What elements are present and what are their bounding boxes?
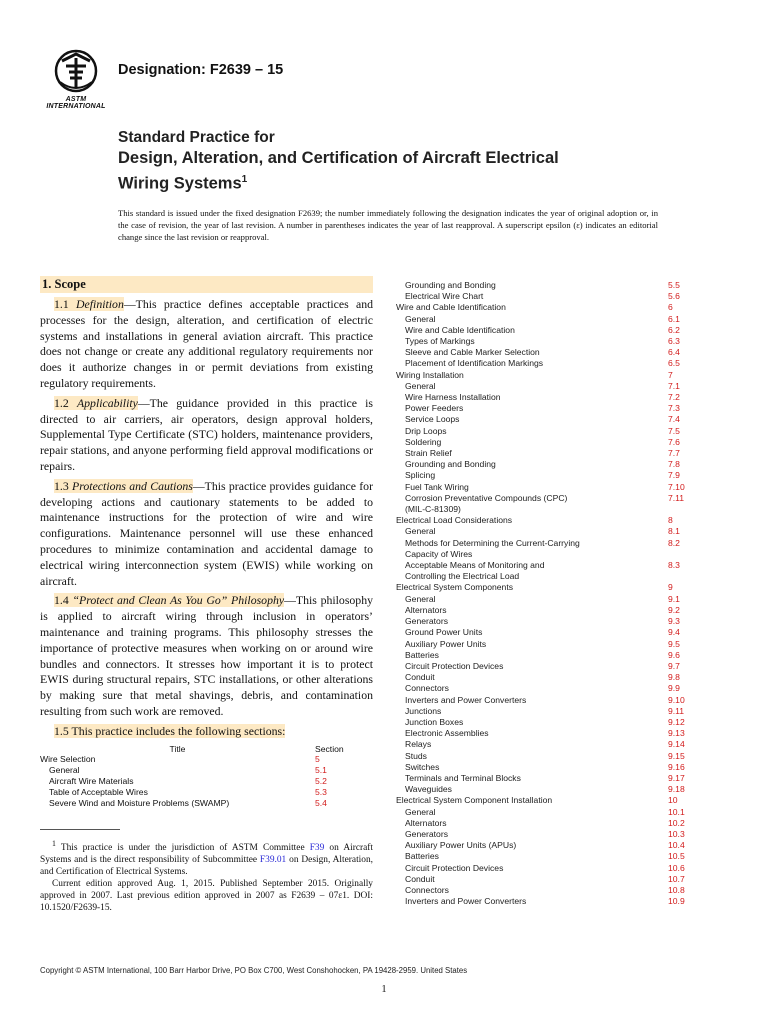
footnote-1 bbox=[40, 838, 373, 878]
toc-row bbox=[396, 739, 696, 750]
toc-row bbox=[396, 538, 696, 549]
row-title: Electrical Wire Chart bbox=[405, 291, 484, 302]
toc-row bbox=[396, 661, 696, 672]
row-title: Capacity of Wires bbox=[405, 548, 473, 559]
paragraph-1-2 bbox=[40, 396, 373, 475]
row-section-link[interactable]: 9.16 bbox=[668, 761, 685, 772]
title-footnote-mark: 1 bbox=[241, 174, 248, 185]
row-section-link bbox=[668, 504, 696, 515]
row-title: Generators bbox=[405, 828, 448, 839]
subcommittee-link[interactable]: F39.01 bbox=[259, 855, 287, 866]
footnote-rule bbox=[40, 829, 120, 830]
title-line-3 bbox=[118, 169, 738, 195]
toc-table bbox=[396, 280, 696, 907]
row-section-link[interactable]: 9.13 bbox=[668, 728, 685, 739]
row-section-link[interactable]: 5.5 bbox=[668, 280, 680, 290]
toc-row bbox=[396, 605, 696, 616]
row-title: Acceptable Means of Monitoring and bbox=[405, 560, 545, 571]
toc-row bbox=[396, 874, 696, 885]
row-section-link bbox=[668, 571, 696, 582]
page-number: 1 bbox=[381, 984, 387, 995]
row-section-link[interactable]: 9.5 bbox=[668, 638, 680, 649]
row-section-link[interactable]: 10.5 bbox=[668, 851, 685, 862]
row-title: Grounding and Bonding bbox=[405, 459, 496, 470]
toc-row bbox=[396, 650, 696, 661]
toc-row bbox=[396, 459, 696, 470]
row-title: Electronic Assemblies bbox=[405, 728, 489, 739]
title-line-2: Design, Alteration, and Certification of Aircraft Electrical bbox=[118, 149, 559, 167]
row-title: Corrosion Preventative Compounds (CPC) bbox=[405, 492, 568, 503]
toc-row bbox=[396, 818, 696, 829]
toc-row bbox=[396, 291, 696, 302]
sections-table-header bbox=[40, 744, 373, 754]
row-title: Batteries bbox=[405, 851, 439, 862]
toc-row bbox=[396, 325, 696, 336]
row-title: Grounding and Bonding bbox=[405, 280, 496, 290]
row-section-link[interactable]: 6.1 bbox=[668, 313, 680, 324]
para-1-1-num: 1.1 bbox=[54, 297, 69, 311]
toc-row bbox=[396, 493, 696, 504]
para-1-3-term: Protections and Cautions bbox=[72, 478, 193, 493]
row-section-link[interactable]: 7.5 bbox=[668, 425, 680, 436]
row-title: Auxiliary Power Units bbox=[405, 638, 487, 649]
row-section-link[interactable]: 10 bbox=[668, 795, 678, 806]
footnote-1-text-c: on Design, Alteration, and Certification of Electrical Systems. bbox=[40, 855, 374, 878]
row-title: Conduit bbox=[405, 873, 435, 884]
toc-row bbox=[396, 280, 696, 291]
row-section-link[interactable]: 9.3 bbox=[668, 616, 680, 627]
row-title: Switches bbox=[405, 761, 440, 772]
para-1-2-term: Applicability bbox=[76, 395, 138, 410]
toc-row bbox=[396, 448, 696, 459]
row-section-link[interactable]: 7.2 bbox=[668, 392, 680, 403]
row-section-link[interactable]: 10.3 bbox=[668, 828, 685, 839]
footnote-1-text-a: This practice is under the jurisdiction of ASTM Committee bbox=[60, 843, 305, 854]
row-section-link[interactable]: 9 bbox=[668, 582, 673, 593]
row-title: Circuit Protection Devices bbox=[405, 660, 504, 671]
row-title: General bbox=[405, 526, 436, 537]
toc-row bbox=[396, 515, 696, 526]
row-title: Service Loops bbox=[405, 414, 460, 425]
toc-row bbox=[396, 851, 696, 862]
toc-row bbox=[396, 470, 696, 481]
paragraph-1-1 bbox=[40, 297, 373, 392]
row-title: General bbox=[405, 593, 436, 604]
para-1-4-label bbox=[54, 593, 284, 607]
row-section-link[interactable]: 8.3 bbox=[668, 560, 680, 571]
row-title: Controlling the Electrical Load bbox=[405, 571, 520, 582]
toc-row bbox=[396, 504, 696, 515]
toc-row bbox=[396, 582, 696, 593]
sections-table-row bbox=[40, 798, 373, 809]
row-title: Inverters and Power Converters bbox=[405, 896, 527, 907]
scope-heading: 1. Scope bbox=[40, 276, 373, 293]
sections-table bbox=[40, 744, 373, 810]
row-title: Sleeve and Cable Marker Selection bbox=[405, 347, 540, 358]
col-title-header: Title bbox=[169, 743, 186, 754]
row-section-link[interactable]: 6.2 bbox=[668, 324, 680, 335]
row-title: Wire Harness Installation bbox=[405, 392, 501, 403]
toc-row bbox=[396, 526, 696, 537]
row-section-link[interactable]: 10.8 bbox=[668, 884, 685, 895]
row-section-link[interactable]: 7 bbox=[668, 369, 673, 380]
row-section-link[interactable]: 9.17 bbox=[668, 772, 685, 783]
row-title: General bbox=[405, 380, 436, 391]
toc-row bbox=[396, 403, 696, 414]
toc-row bbox=[396, 370, 696, 381]
sections-table-row bbox=[40, 754, 373, 765]
row-section-link[interactable]: 9.11 bbox=[668, 705, 685, 716]
para-1-2-text: —The guidance provided in this practice is directed to air carriers, air operators, design approval holders, Supplemental Type Certificate (STC) holders, maintenance providers, repair stations, and anyone performing field approval modifications or repairs. bbox=[40, 395, 374, 473]
row-title: Aircraft Wire Materials bbox=[49, 775, 134, 786]
row-section-link[interactable]: 5.3 bbox=[315, 787, 327, 798]
sections-table-row bbox=[40, 787, 373, 798]
toc-row bbox=[396, 829, 696, 840]
row-title: Methods for Determining the Current-Carrying bbox=[405, 537, 580, 548]
sections-table-row bbox=[40, 776, 373, 787]
row-title: Connectors bbox=[405, 683, 449, 694]
row-title: Junctions bbox=[405, 705, 442, 716]
row-title: Wire and Cable Identification bbox=[396, 302, 506, 313]
row-title: Inverters and Power Converters bbox=[405, 694, 527, 705]
footnotes bbox=[40, 838, 373, 914]
logo-text: ASTM INTERNATIONAL bbox=[46, 96, 106, 110]
row-title: General bbox=[405, 313, 436, 324]
row-title: Power Feeders bbox=[405, 403, 464, 414]
para-1-5-num: 1.5 bbox=[54, 723, 69, 738]
committee-link[interactable]: F39 bbox=[309, 843, 325, 854]
row-section-link[interactable]: 8.2 bbox=[668, 537, 680, 548]
para-1-1-label bbox=[54, 297, 124, 311]
toc-row bbox=[396, 885, 696, 896]
row-title: Fuel Tank Wiring bbox=[405, 481, 469, 492]
row-title: General bbox=[49, 764, 80, 775]
row-section-link[interactable]: 5.4 bbox=[315, 798, 327, 809]
row-section-link[interactable]: 10.7 bbox=[668, 873, 685, 884]
toc-row bbox=[396, 414, 696, 425]
toc-row bbox=[396, 437, 696, 448]
row-section-link[interactable]: 9.10 bbox=[668, 694, 685, 705]
row-title: Table of Acceptable Wires bbox=[49, 787, 148, 798]
row-title: Conduit bbox=[405, 672, 435, 683]
document-title bbox=[118, 127, 738, 195]
toc-row bbox=[396, 426, 696, 437]
toc-row bbox=[396, 683, 696, 694]
toc-row bbox=[396, 358, 696, 369]
toc-row bbox=[396, 302, 696, 313]
row-section-link[interactable]: 9.2 bbox=[668, 604, 680, 615]
row-title: Auxiliary Power Units (APUs) bbox=[405, 840, 517, 851]
row-title: Electrical System Component Installation bbox=[396, 795, 553, 806]
toc-row bbox=[396, 336, 696, 347]
row-title: Wire and Cable Identification bbox=[405, 324, 515, 335]
row-section-link[interactable]: 9.9 bbox=[668, 683, 680, 694]
para-1-4-text: —This philosophy is applied to aircraft wiring through inclusion in operators’ maintenance and training programs. This philosophy stresses the importance of protective measures when working on or around wire bundles and connectors. It stresses how important it is to protect EWIS during structural repairs, STC installations, or other alterations by making sure that metal shavings, debris, and contamination resulting from such work are removed. bbox=[40, 593, 374, 718]
row-title: Severe Wind and Moisture Problems (SWAMP) bbox=[49, 798, 230, 809]
paragraph-1-5 bbox=[40, 724, 373, 740]
toc-row bbox=[396, 381, 696, 392]
toc-row bbox=[396, 482, 696, 493]
designation: Designation: F2639 – 15 bbox=[118, 62, 284, 78]
row-title: Wire Selection bbox=[40, 753, 96, 764]
toc-row bbox=[396, 840, 696, 851]
row-title: Generators bbox=[405, 616, 448, 627]
row-section-link[interactable]: 6.3 bbox=[668, 336, 680, 347]
row-title: Placement of Identification Markings bbox=[405, 358, 544, 369]
row-title: Soldering bbox=[405, 436, 442, 447]
para-1-4-term: “Protect and Clean As You Go” Philosophy bbox=[72, 593, 285, 608]
row-title: Ground Power Units bbox=[405, 627, 483, 638]
row-section-link[interactable]: 9.14 bbox=[668, 739, 685, 750]
row-section-link[interactable]: 9.12 bbox=[668, 716, 685, 727]
toc-row bbox=[396, 896, 696, 907]
sections-table-row bbox=[40, 765, 373, 776]
para-1-1-term: Definition bbox=[76, 297, 124, 311]
toc-row bbox=[396, 314, 696, 325]
paragraph-1-4 bbox=[40, 593, 373, 719]
title-line-3-text: Wiring Systems bbox=[118, 174, 242, 193]
row-section-link[interactable]: 6.4 bbox=[668, 347, 680, 358]
toc-row bbox=[396, 695, 696, 706]
row-section-link[interactable]: 10.4 bbox=[668, 840, 685, 851]
row-title: Waveguides bbox=[405, 784, 452, 795]
para-1-2-label bbox=[54, 396, 138, 410]
footnote-1-mark: 1 bbox=[52, 839, 56, 848]
row-section-link[interactable]: 7.8 bbox=[668, 459, 680, 470]
row-title: General bbox=[405, 806, 436, 817]
toc-row bbox=[396, 639, 696, 650]
toc-row bbox=[396, 560, 696, 571]
copyright-notice: Copyright © ASTM International, 100 Barr Harbor Drive, PO Box C700, West Conshohocken, PA 19428-2959. United States bbox=[40, 966, 468, 975]
row-title: Relays bbox=[405, 739, 432, 750]
para-1-3-num: 1.3 bbox=[54, 478, 69, 493]
row-section-link[interactable]: 7.9 bbox=[668, 470, 680, 481]
para-1-5-text: This practice includes the following sections: bbox=[71, 723, 286, 738]
row-title: Electrical System Components bbox=[396, 582, 514, 593]
left-column bbox=[40, 276, 373, 810]
row-title: (MIL-C-81309) bbox=[405, 504, 461, 515]
toc-row bbox=[396, 672, 696, 683]
row-section-link[interactable]: 6.5 bbox=[668, 358, 680, 369]
row-title: Electrical Load Considerations bbox=[396, 515, 513, 526]
toc-row bbox=[396, 717, 696, 728]
toc-row bbox=[396, 706, 696, 717]
row-section-link[interactable]: 9.6 bbox=[668, 649, 680, 660]
para-1-1-text: —This practice defines acceptable practices and processes for the design, alteration, and certification of electric systems and installations in general aviation aircraft. This practice does not change or create any additional regulatory requirements nor does it authorize changes in or permit deviations from existing regulatory requirements. bbox=[40, 297, 373, 390]
title-line-1: Standard Practice for bbox=[118, 129, 275, 146]
row-section-link[interactable]: 10.2 bbox=[668, 817, 685, 828]
row-section-link[interactable]: 7.4 bbox=[668, 414, 680, 425]
row-section-link[interactable]: 10.1 bbox=[668, 806, 685, 817]
row-title: Drip Loops bbox=[405, 425, 447, 436]
row-section-link[interactable]: 5.1 bbox=[315, 764, 327, 775]
row-title: Alternators bbox=[405, 817, 447, 828]
row-section-link[interactable]: 7.11 bbox=[668, 492, 685, 503]
para-1-3-label bbox=[54, 479, 193, 493]
row-section-link[interactable]: 9.18 bbox=[668, 784, 685, 795]
toc-row bbox=[396, 795, 696, 806]
para-1-2-num: 1.2 bbox=[54, 395, 69, 410]
row-title: Terminals and Terminal Blocks bbox=[405, 772, 521, 783]
toc-row bbox=[396, 392, 696, 403]
right-column bbox=[396, 280, 696, 907]
row-section-link[interactable]: 7.6 bbox=[668, 436, 680, 447]
footnote-1-text-b: on Aircraft Systems and is the direct responsibility of Subcommittee bbox=[40, 843, 373, 866]
astm-logo bbox=[40, 44, 112, 110]
row-title: Types of Markings bbox=[405, 336, 475, 347]
row-section-link[interactable]: 5.2 bbox=[315, 775, 327, 786]
toc-row bbox=[396, 616, 696, 627]
toc-row bbox=[396, 773, 696, 784]
row-section-link[interactable]: 7.7 bbox=[668, 448, 680, 459]
toc-row bbox=[396, 549, 696, 560]
toc-row bbox=[396, 784, 696, 795]
paragraph-1-3 bbox=[40, 479, 373, 590]
row-title: Strain Relief bbox=[405, 448, 452, 459]
row-section-link[interactable]: 9.8 bbox=[668, 672, 680, 683]
para-1-4-num: 1.4 bbox=[54, 593, 69, 608]
row-section-link[interactable]: 5.6 bbox=[668, 291, 680, 302]
row-title: Splicing bbox=[405, 470, 436, 481]
standard-notice: This standard is issued under the fixed designation F2639; the number immediately following the designation indicates the year of original adoption or, in the case of revision, the year of last revision. A number in parentheses indicates the year of last reapproval. A superscript epsilon (ε) indicates an editorial change since the last revision or reapproval. bbox=[118, 208, 658, 242]
row-title: Alternators bbox=[405, 604, 447, 615]
row-section-link[interactable]: 5 bbox=[315, 753, 320, 764]
para-1-5-label bbox=[54, 724, 285, 738]
para-1-3-text: —This practice provides guidance for developing actions and cautionary statements to be added to maintenance instructions for the protection of wire and wire configurations. Maintenance personnel will use these enhanced procedures to minimize contamination and accidental damage to electrical wiring interconnection system (EWIS) while working on aircraft. bbox=[40, 478, 374, 588]
row-title: Circuit Protection Devices bbox=[405, 862, 504, 873]
toc-row bbox=[396, 594, 696, 605]
toc-row bbox=[396, 807, 696, 818]
row-section-link bbox=[668, 549, 696, 560]
toc-row bbox=[396, 728, 696, 739]
row-title: Batteries bbox=[405, 649, 439, 660]
row-section-link[interactable]: 10.9 bbox=[668, 896, 685, 907]
row-section-link[interactable]: 7.3 bbox=[668, 403, 680, 414]
row-title: Studs bbox=[405, 750, 427, 761]
row-section-link[interactable]: 9.7 bbox=[668, 660, 680, 671]
toc-row bbox=[396, 863, 696, 874]
row-section-link[interactable]: 9.15 bbox=[668, 750, 685, 761]
toc-row bbox=[396, 627, 696, 638]
footnote-2: Current edition approved Aug. 1, 2015. Published September 2015. Originally approved in 2007. Last previous edition approved in 2007 as F2639 – 07ε1. DOI: 10.1520/F2639-15. bbox=[40, 879, 373, 914]
row-section-link[interactable]: 8 bbox=[668, 515, 673, 526]
row-section-link[interactable]: 9.1 bbox=[668, 593, 680, 604]
row-section-link[interactable]: 7.1 bbox=[668, 380, 680, 391]
row-title: Junction Boxes bbox=[405, 716, 464, 727]
row-section-link[interactable]: 6 bbox=[668, 302, 673, 313]
row-section-link[interactable]: 7.10 bbox=[668, 481, 685, 492]
col-section-header: Section bbox=[315, 743, 344, 754]
toc-row bbox=[396, 571, 696, 582]
row-section-link[interactable]: 10.6 bbox=[668, 862, 685, 873]
row-section-link[interactable]: 9.4 bbox=[668, 627, 680, 638]
row-section-link[interactable]: 8.1 bbox=[668, 526, 680, 537]
toc-row bbox=[396, 751, 696, 762]
toc-row bbox=[396, 762, 696, 773]
row-title: Wiring Installation bbox=[396, 369, 464, 380]
toc-row bbox=[396, 347, 696, 358]
row-title: Connectors bbox=[405, 884, 449, 895]
